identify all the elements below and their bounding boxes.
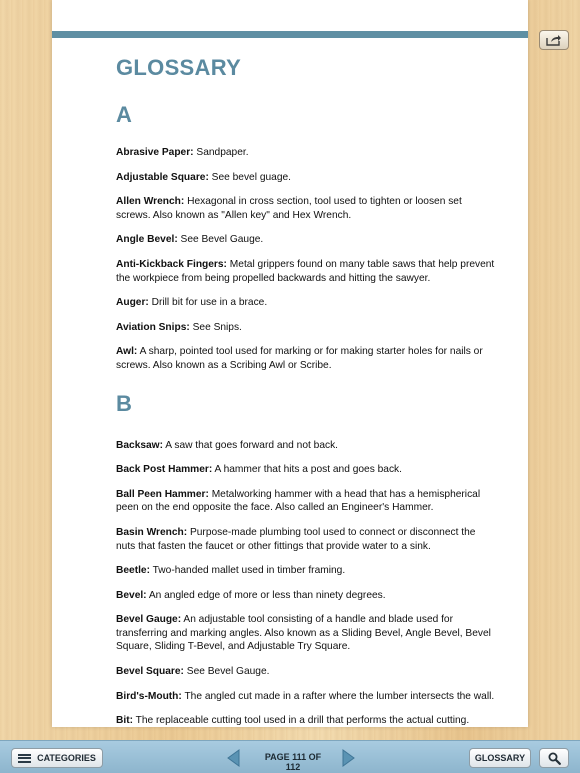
glossary-definition: A sharp, pointed tool used for marking or for making starter holes for nails or screws. Also known as a Scribing Awl or Scribe. (116, 346, 483, 371)
glossary-definition: See Bevel Gauge. (183, 666, 270, 678)
glossary-definition: An adjustable tool consisting of a handle and blade used for transferring and marking angles. Also known as a Sliding Bevel, Angle Bevel, Bevel Square, Sliding T-Bevel, and Adjustable Try Square. (116, 614, 491, 653)
glossary-entry (116, 296, 496, 310)
glossary-entry (116, 564, 496, 578)
glossary-content (116, 54, 496, 763)
glossary-definition: Two-handed mallet used in timber framing. (149, 565, 346, 577)
glossary-definition: Sandpaper. (193, 147, 249, 158)
glossary-entry (116, 345, 496, 372)
glossary-term: Bevel: (116, 589, 147, 601)
glossary-term: Bevel Gauge: (116, 614, 182, 626)
glossary-term: Basin Wrench: (116, 526, 188, 538)
page-indicator: PAGE 111 OF 112 (264, 752, 322, 772)
section-letter-b: B (116, 390, 132, 416)
glossary-term: Angle Bevel: (116, 234, 178, 246)
glossary-term: Adjustable Square: (116, 171, 209, 183)
glossary-entry (116, 463, 496, 477)
glossary-entry (116, 488, 496, 515)
prev-arrow-icon[interactable] (226, 748, 240, 768)
glossary-definition: See Snips. (189, 321, 242, 333)
glossary-button[interactable] (469, 748, 531, 768)
glossary-term: Anti-Kickback Fingers: (116, 258, 227, 270)
glossary-term: Beetle: (116, 565, 150, 577)
glossary-term: Abrasive Paper: (116, 147, 194, 158)
glossary-term: Bird's-Mouth: (116, 690, 182, 702)
glossary-definition: The angled cut made in a rafter where the lumber intersects the wall. (181, 690, 495, 702)
glossary-definition: A saw that goes forward and not back. (163, 439, 339, 451)
glossary-term: Aviation Snips: (116, 321, 190, 333)
search-button[interactable] (539, 748, 569, 768)
wood-background-left (0, 0, 52, 727)
glossary-definition: Hexagonal in cross section, tool used to tighten or loosen set screws. Also known as "Allen key" and Hex Wrench. (116, 196, 462, 221)
glossary-term: Bevel Square: (116, 666, 184, 678)
glossary-entry (116, 321, 496, 335)
glossary-page (52, 0, 528, 727)
glossary-entry (116, 146, 496, 160)
wood-background-right (528, 0, 580, 727)
glossary-definition: An angled edge of more or less than ninety degrees. (146, 589, 386, 601)
glossary-entry (116, 613, 496, 654)
glossary-term: Backsaw: (116, 439, 164, 451)
glossary-term: Bit: (116, 715, 133, 727)
glossary-definition: Purpose-made plumbing tool used to connect or disconnect the nuts that fasten the faucet or other fittings that provide water to a sink. (116, 526, 476, 552)
next-arrow-icon[interactable] (342, 748, 356, 768)
glossary-entry (116, 665, 496, 679)
share-button[interactable] (539, 30, 569, 50)
glossary-term: Awl: (116, 346, 138, 358)
glossary-entry (116, 714, 496, 728)
glossary-definition: Metalworking hammer with a head that has a hemispherical peen on the end opposite the face. Also called an Engineer's Hammer. (116, 488, 481, 514)
glossary-entry (116, 258, 496, 285)
section-letter-a: A (116, 102, 132, 127)
search-icon (548, 752, 561, 765)
glossary-definition: See Bevel Gauge. (177, 234, 264, 246)
glossary-term: Ball Peen Hammer: (116, 488, 209, 500)
glossary-entry (116, 233, 496, 247)
glossary-term: Back Post Hammer: (116, 464, 213, 476)
bottom-toolbar (0, 740, 580, 773)
glossary-label: GLOSSARY (474, 753, 526, 763)
categories-label: CATEGORIES (37, 753, 96, 763)
glossary-entry (116, 526, 496, 553)
glossary-entry (116, 589, 496, 603)
hamburger-icon (18, 754, 31, 763)
glossary-term: Allen Wrench: (116, 196, 185, 208)
glossary-entry (116, 195, 496, 222)
page-title: GLOSSARY (116, 55, 242, 80)
glossary-term: Auger: (116, 297, 149, 309)
glossary-entry (116, 690, 496, 704)
glossary-definition: A hammer that hits a post and goes back. (212, 464, 402, 476)
glossary-definition: Metal grippers found on many table saws that help prevent the workpiece from being propelled backwards and hitting the sawyer. (116, 258, 495, 284)
page-header-bar (52, 31, 528, 38)
categories-button[interactable] (11, 748, 103, 768)
glossary-definition: See bevel guage. (208, 171, 291, 183)
share-icon (546, 34, 562, 46)
glossary-definition: Drill bit for use in a brace. (148, 297, 268, 309)
glossary-entry (116, 171, 496, 185)
glossary-entry (116, 439, 496, 453)
glossary-definition: The replaceable cutting tool used in a drill that performs the actual cutting. (132, 715, 470, 727)
